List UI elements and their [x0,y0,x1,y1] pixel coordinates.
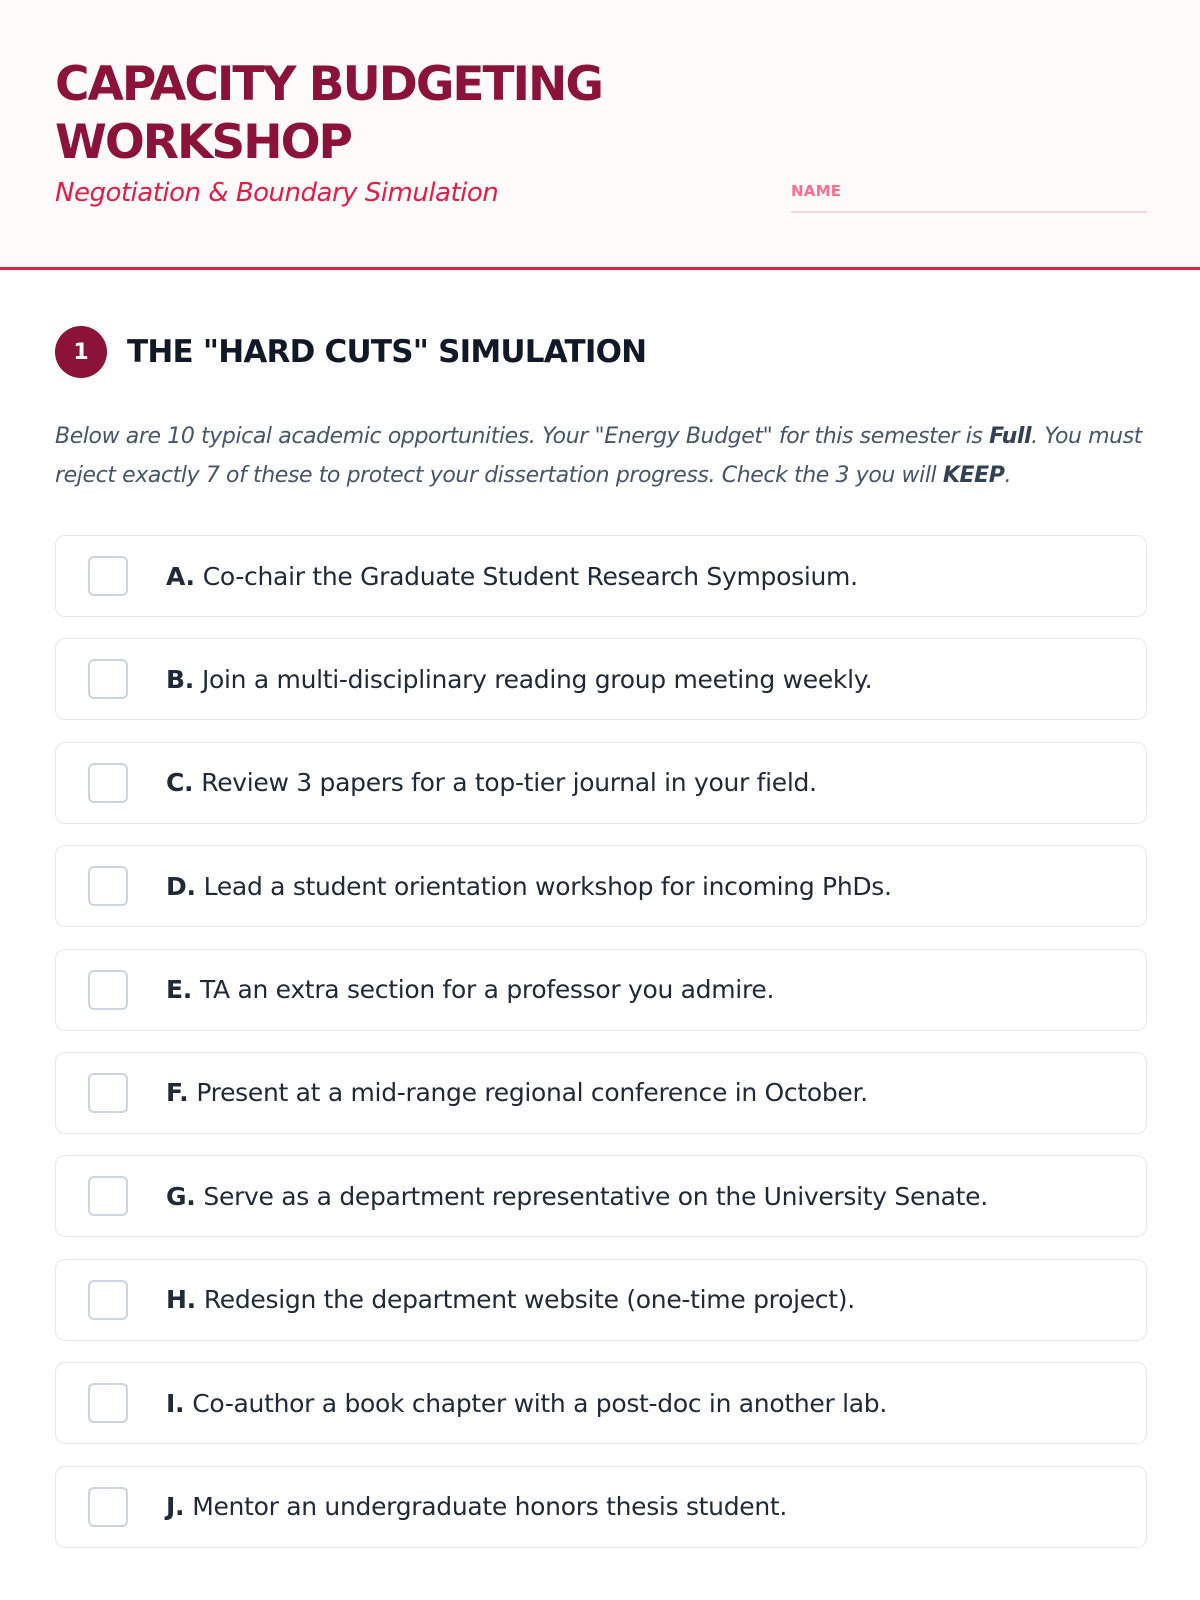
option-letter: A. [166,561,195,591]
option-letter: G. [166,1181,196,1211]
option-text: Serve as a department representative on the University Senate. [203,1181,988,1211]
section-heading [55,326,646,378]
option-letter: B. [166,664,194,694]
option-text: Co-chair the Graduate Student Research Symposium. [202,561,858,591]
option-letter: I. [166,1388,185,1418]
option-text: Present at a mid-range regional conference in October. [196,1078,868,1108]
option-row[interactable] [55,845,1147,927]
instructions-text-3: . [1004,463,1012,488]
option-row[interactable] [55,535,1147,617]
option-checkbox[interactable] [88,1383,128,1423]
option-label [166,562,858,591]
option-label [166,1389,887,1418]
option-checkbox[interactable] [88,970,128,1010]
section-title: THE "HARD CUTS" SIMULATION [127,334,647,370]
option-label [166,1182,988,1211]
option-checkbox[interactable] [88,1280,128,1320]
option-text: Review 3 papers for a top-tier journal in your field. [201,768,817,798]
instructions-text-2: . You must reject exactly 7 of these to protect your dissertation progress. Check the 3 you will [55,424,1143,488]
instructions-bold-full: Full [989,424,1032,449]
option-checkbox[interactable] [88,763,128,803]
option-text: Mentor an undergraduate honors thesis student. [192,1492,788,1522]
option-letter: H. [166,1285,196,1315]
page-subtitle: Negotiation & Boundary Simulation [55,178,499,208]
option-checkbox[interactable] [88,1073,128,1113]
option-label [166,665,872,694]
option-checkbox[interactable] [88,1487,128,1527]
option-row[interactable] [55,1362,1147,1444]
option-letter: F. [166,1078,189,1108]
instructions-text-1: Below are 10 typical academic opportunities. Your "Energy Budget" for this semester is [55,424,990,449]
name-label: NAME [791,182,842,200]
option-label [166,768,817,797]
option-text: Join a multi-disciplinary reading group meeting weekly. [201,664,873,694]
worksheet-header [0,0,1200,270]
name-input[interactable] [791,178,1147,213]
option-text: Co-author a book chapter with a post-doc in another lab. [192,1388,887,1418]
option-row[interactable] [55,1052,1147,1134]
option-text: Redesign the department website (one-time project). [203,1285,855,1315]
page-title: CAPACITY BUDGETING WORKSHOP [55,57,602,170]
option-letter: J. [166,1492,185,1522]
option-row[interactable] [55,1259,1147,1341]
option-label [166,872,892,901]
section-instructions [55,417,1155,495]
instructions-bold-keep: KEEP [942,463,1005,488]
option-row[interactable] [55,1155,1147,1237]
option-label [166,1078,868,1107]
option-text: TA an extra section for a professor you admire. [199,975,775,1005]
option-label [166,1492,787,1521]
option-row[interactable] [55,742,1147,824]
option-letter: D. [166,871,196,901]
option-checkbox[interactable] [88,556,128,596]
option-checkbox[interactable] [88,1176,128,1216]
section-number-badge: 1 [55,326,107,378]
option-row[interactable] [55,638,1147,720]
option-label [166,1285,855,1314]
option-checkbox[interactable] [88,866,128,906]
options-list [55,535,1147,1569]
option-row[interactable] [55,1466,1147,1548]
option-checkbox[interactable] [88,659,128,699]
option-row[interactable] [55,949,1147,1031]
option-text: Lead a student orientation workshop for incoming PhDs. [203,871,892,901]
option-letter: C. [166,768,194,798]
option-letter: E. [166,975,192,1005]
option-label [166,975,774,1004]
